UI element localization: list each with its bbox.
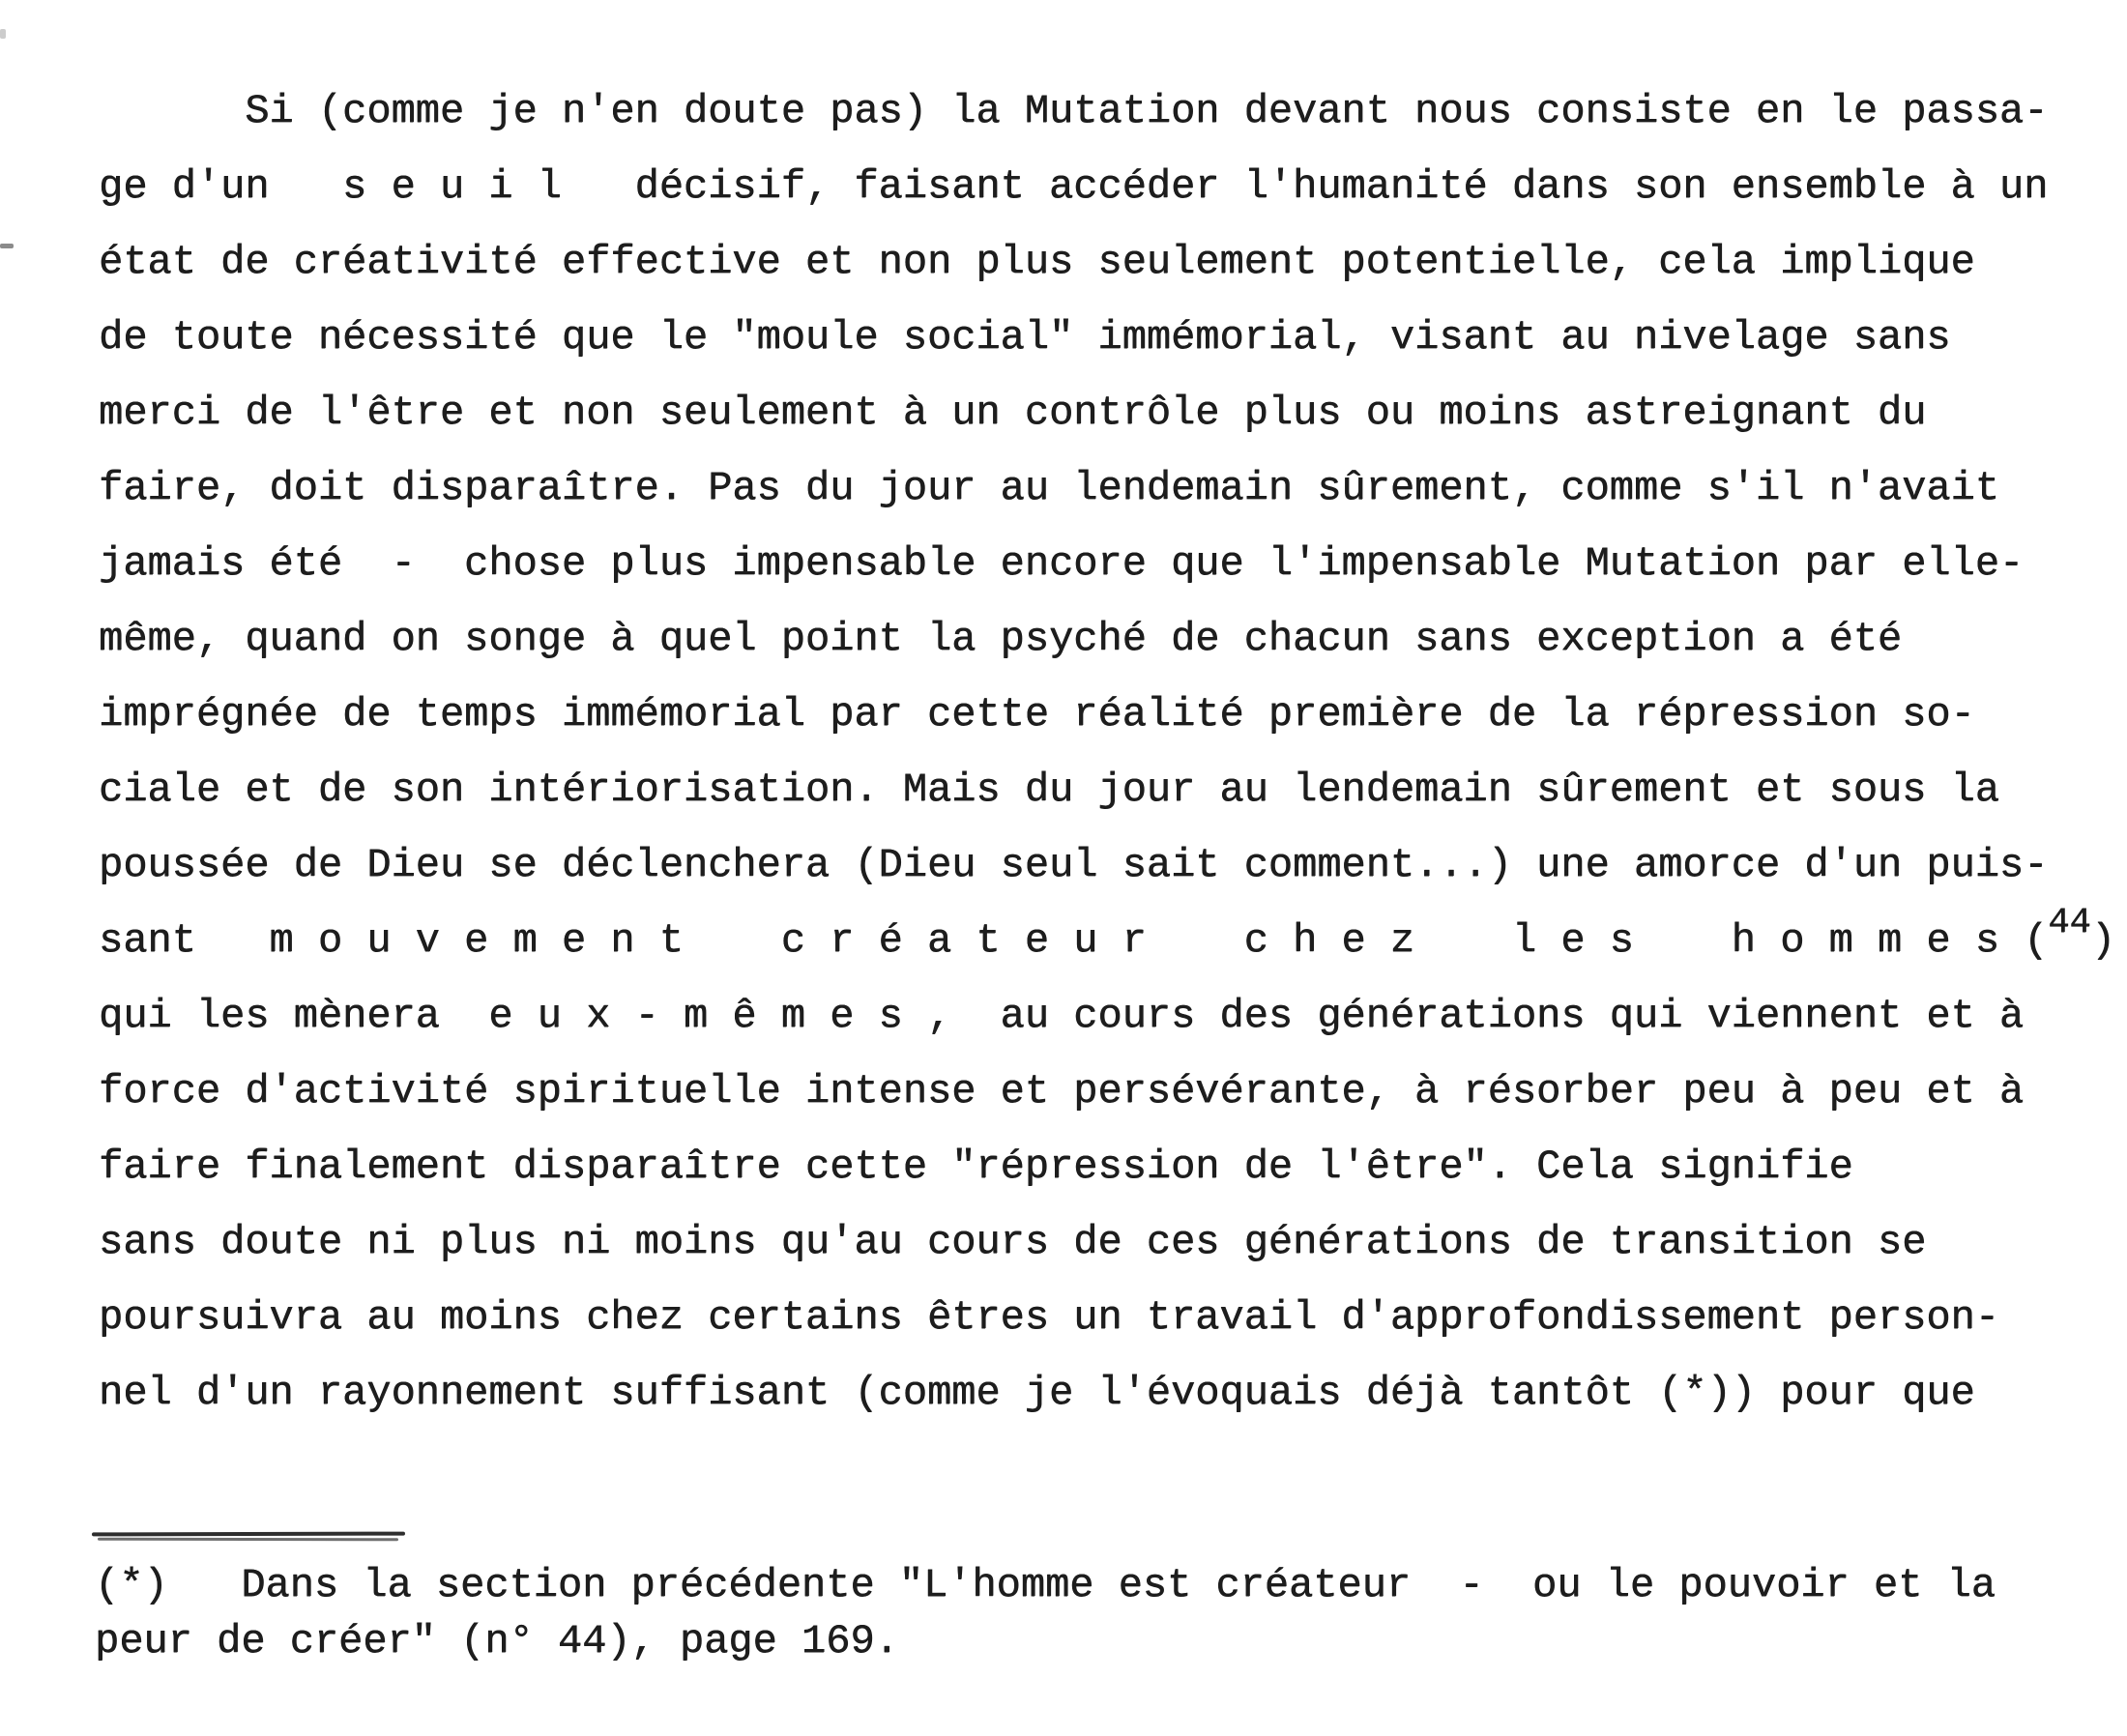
text-segment: merci de l'être et non seulement à un contrôle plus ou moins astreignant du [99, 390, 1927, 436]
body-text-line [99, 300, 2115, 375]
footnote-separator [92, 1532, 405, 1544]
text-segment: état de créativité effective et non plus seulement potentielle, cela implique [99, 239, 1975, 285]
text-segment: même, quand on songe à quel point la psyché de chacun sans exception a été [99, 616, 1903, 662]
footnote-line [95, 1557, 1996, 1613]
text-segment: ciale et de son intériorisation. Mais du jour au lendemain sûrement et sous la [99, 767, 1999, 813]
body-text-line [99, 827, 2115, 903]
text-segment: Si (comme je n'en doute pas) la Mutation devant nous consiste en le passa- [99, 88, 2049, 134]
text-segment: peur de créer" (n° 44), page 169. [95, 1618, 899, 1664]
body-text-line [99, 1129, 2115, 1204]
text-segment: nel d'un rayonnement suffisant (comme je l'évoquais déjà tantôt (*)) pour que [99, 1370, 1975, 1416]
text-segment: imprégnée de temps immémorial par cette réalité première de la répression so- [99, 691, 1975, 738]
body-text-line [99, 1054, 2115, 1129]
body-text-line [99, 450, 2115, 526]
body-text-line [99, 149, 2115, 224]
body-text-line [99, 224, 2115, 300]
text-segment: faire, doit disparaître. Pas du jour au lendemain sûrement, comme s'il n'avait [99, 465, 1999, 511]
text-segment: force d'activité spirituelle intense et persévérante, à résorber peu à peu et à [99, 1068, 2025, 1114]
text-segment: sans doute ni plus ni moins qu'au cours de ces générations de transition se [99, 1219, 1927, 1265]
footnote-reference-superscript: 44 [2048, 902, 2091, 943]
text-segment: de toute nécessité que le "moule social" immémorial, visant au nivelage sans [99, 314, 1951, 361]
body-text-line [99, 526, 2115, 601]
text-segment: poussée de Dieu se déclenchera (Dieu seul sait comment...) une amorce d'un puis- [99, 842, 2049, 888]
body-text-line [99, 752, 2115, 827]
body-text-line [99, 978, 2115, 1054]
footnote [95, 1557, 1996, 1669]
text-segment: qui les mènera e u x - m ê m e s , au cours des générations qui viennent et à [99, 993, 2025, 1039]
body-text-line [99, 1204, 2115, 1280]
body-text-line [99, 1355, 2115, 1431]
separator-stroke [92, 1532, 405, 1537]
body-text-line [99, 73, 2115, 149]
text-segment: faire finalement disparaître cette "répression de l'être". Cela signifie [99, 1143, 1853, 1190]
text-segment: poursuivra au moins chez certains êtres un travail d'approfondissement person- [99, 1294, 1999, 1341]
body-text-line [99, 375, 2115, 450]
text-segment: ge d'un s e u i l décisif, faisant accéder l'humanité dans son ensemble à un [99, 163, 2049, 210]
text-segment: sant m o u v e m e n t c r é a t e u r c h e z l e s h o m m e s ( [99, 917, 2049, 964]
body-text-line [99, 677, 2115, 752]
body-text-line [99, 601, 2115, 677]
scan-artifact-mark [0, 29, 6, 39]
body-text-line [99, 903, 2115, 978]
text-segment: jamais été - chose plus impensable encore que l'impensable Mutation par elle- [99, 540, 2025, 587]
footnote-line [95, 1613, 1996, 1669]
text-segment: ) [2090, 917, 2115, 964]
body-text-line [99, 1280, 2115, 1355]
text-segment: (*) Dans la section précédente "L'homme est créateur - ou le pouvoir et la [95, 1562, 1996, 1608]
body-paragraph [99, 73, 2115, 1431]
separator-stroke [98, 1538, 398, 1542]
scan-artifact-mark [0, 244, 14, 248]
